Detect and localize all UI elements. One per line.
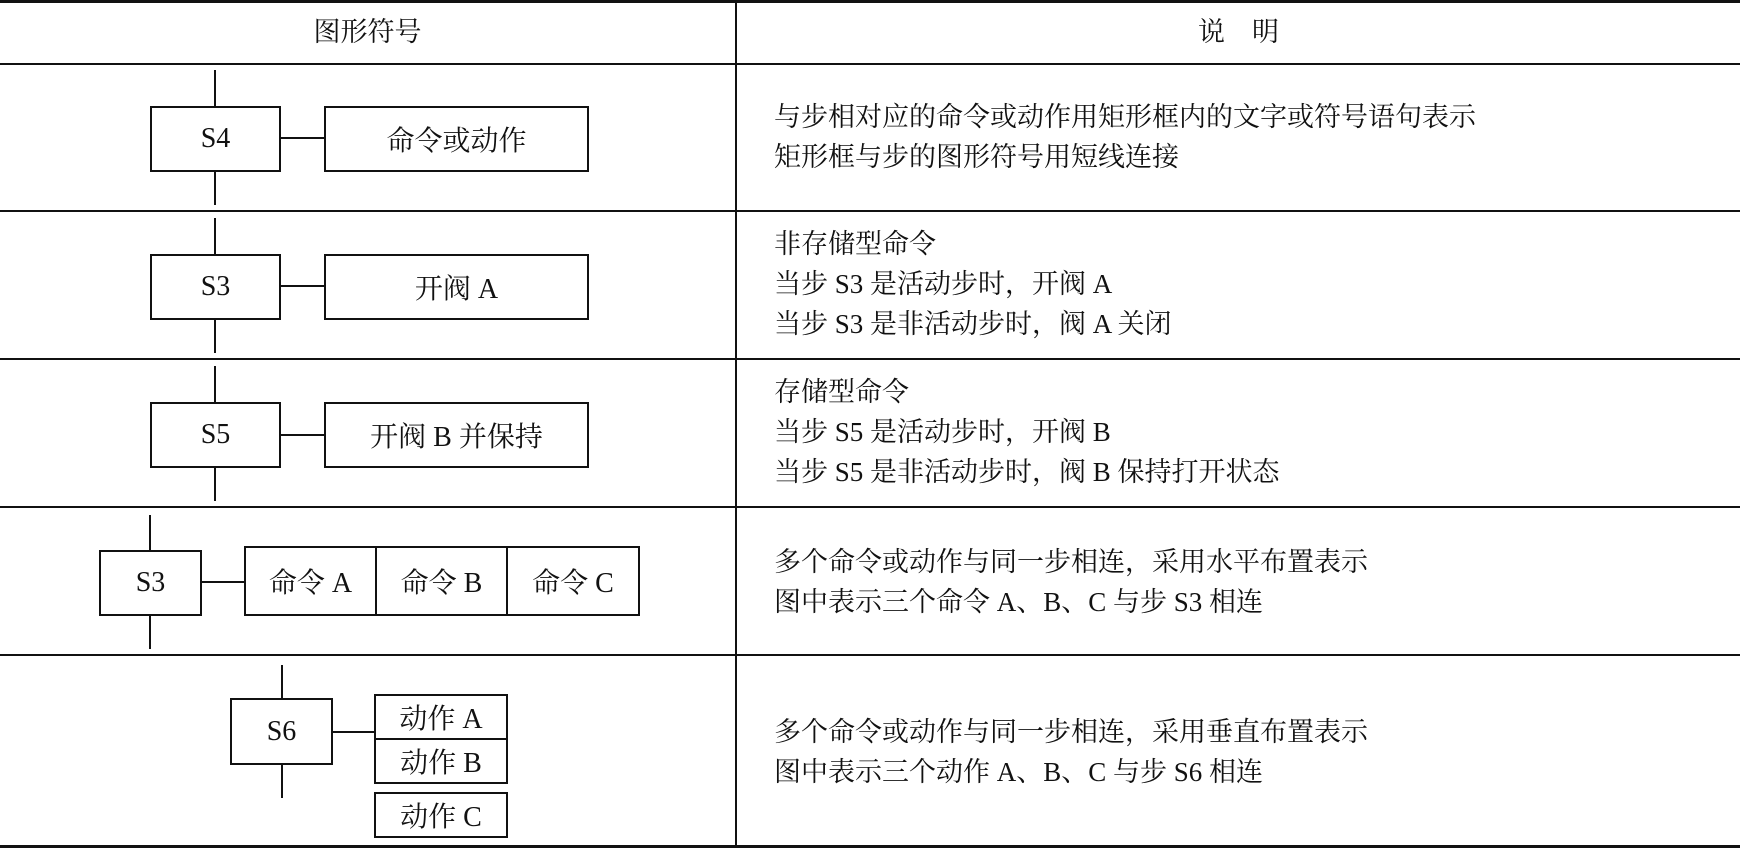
description-line: 图中表示三个动作 A、B、C 与步 S6 相连	[774, 757, 1264, 787]
action-box: 动作 A	[374, 694, 508, 740]
row-divider	[0, 210, 1740, 212]
description-line: 多个命令或动作与同一步相连，采用垂直布置表示	[774, 717, 1368, 747]
table-bottom-rule	[0, 845, 1740, 848]
action-box: 开阀 A	[324, 254, 589, 320]
description-line: 当步 S3 是活动步时，开阀 A	[774, 269, 1113, 299]
step-link	[281, 763, 283, 798]
column-divider	[735, 0, 737, 848]
step-box: S3	[99, 550, 202, 616]
step-link	[214, 70, 216, 106]
step-box: S3	[150, 254, 281, 320]
step-link	[214, 466, 216, 501]
step-link	[214, 170, 216, 205]
header-description: 说 明	[1198, 17, 1279, 47]
step-link	[214, 366, 216, 402]
row-description	[774, 97, 1724, 177]
action-box: 命令 C	[506, 546, 640, 616]
step-link	[214, 318, 216, 353]
description-line: 矩形框与步的图形符号用短线连接	[774, 142, 1179, 172]
action-connector	[280, 137, 325, 139]
header-symbol: 图形符号	[313, 17, 422, 47]
action-connector	[200, 581, 246, 583]
step-link	[214, 218, 216, 254]
action-connector	[330, 731, 376, 733]
row-description	[774, 224, 1724, 344]
description-line: 当步 S3 是非活动步时，阀 A 关闭	[774, 309, 1172, 339]
description-line: 非存储型命令	[774, 229, 936, 259]
action-connector	[280, 434, 325, 436]
description-line: 与步相对应的命令或动作用矩形框内的文字或符号语句表示	[774, 102, 1476, 132]
description-line: 多个命令或动作与同一步相连，采用水平布置表示	[774, 547, 1368, 577]
description-line: 图中表示三个命令 A、B、C 与步 S3 相连	[774, 587, 1264, 617]
step-box: S6	[230, 698, 333, 765]
action-box: 命令 A	[244, 546, 377, 616]
step-box: S4	[150, 106, 281, 172]
row-divider	[0, 358, 1740, 360]
step-link	[281, 665, 283, 699]
row-description	[774, 542, 1724, 622]
row-description	[774, 372, 1724, 492]
step-box: S5	[150, 402, 281, 468]
action-box: 开阀 B 并保持	[324, 402, 589, 468]
row-divider	[0, 506, 1740, 508]
description-line: 当步 S5 是活动步时，开阀 B	[774, 417, 1111, 447]
action-connector	[280, 285, 325, 287]
action-box: 命令或动作	[324, 106, 589, 172]
row-description	[774, 712, 1724, 792]
row-divider	[0, 654, 1740, 656]
step-link	[149, 614, 151, 649]
action-box: 动作 C	[374, 792, 508, 838]
action-box: 命令 B	[375, 546, 508, 616]
description-line: 当步 S5 是非活动步时，阀 B 保持打开状态	[774, 457, 1280, 487]
step-link	[149, 515, 151, 551]
action-box: 动作 B	[374, 738, 508, 784]
description-line: 存储型命令	[774, 377, 909, 407]
